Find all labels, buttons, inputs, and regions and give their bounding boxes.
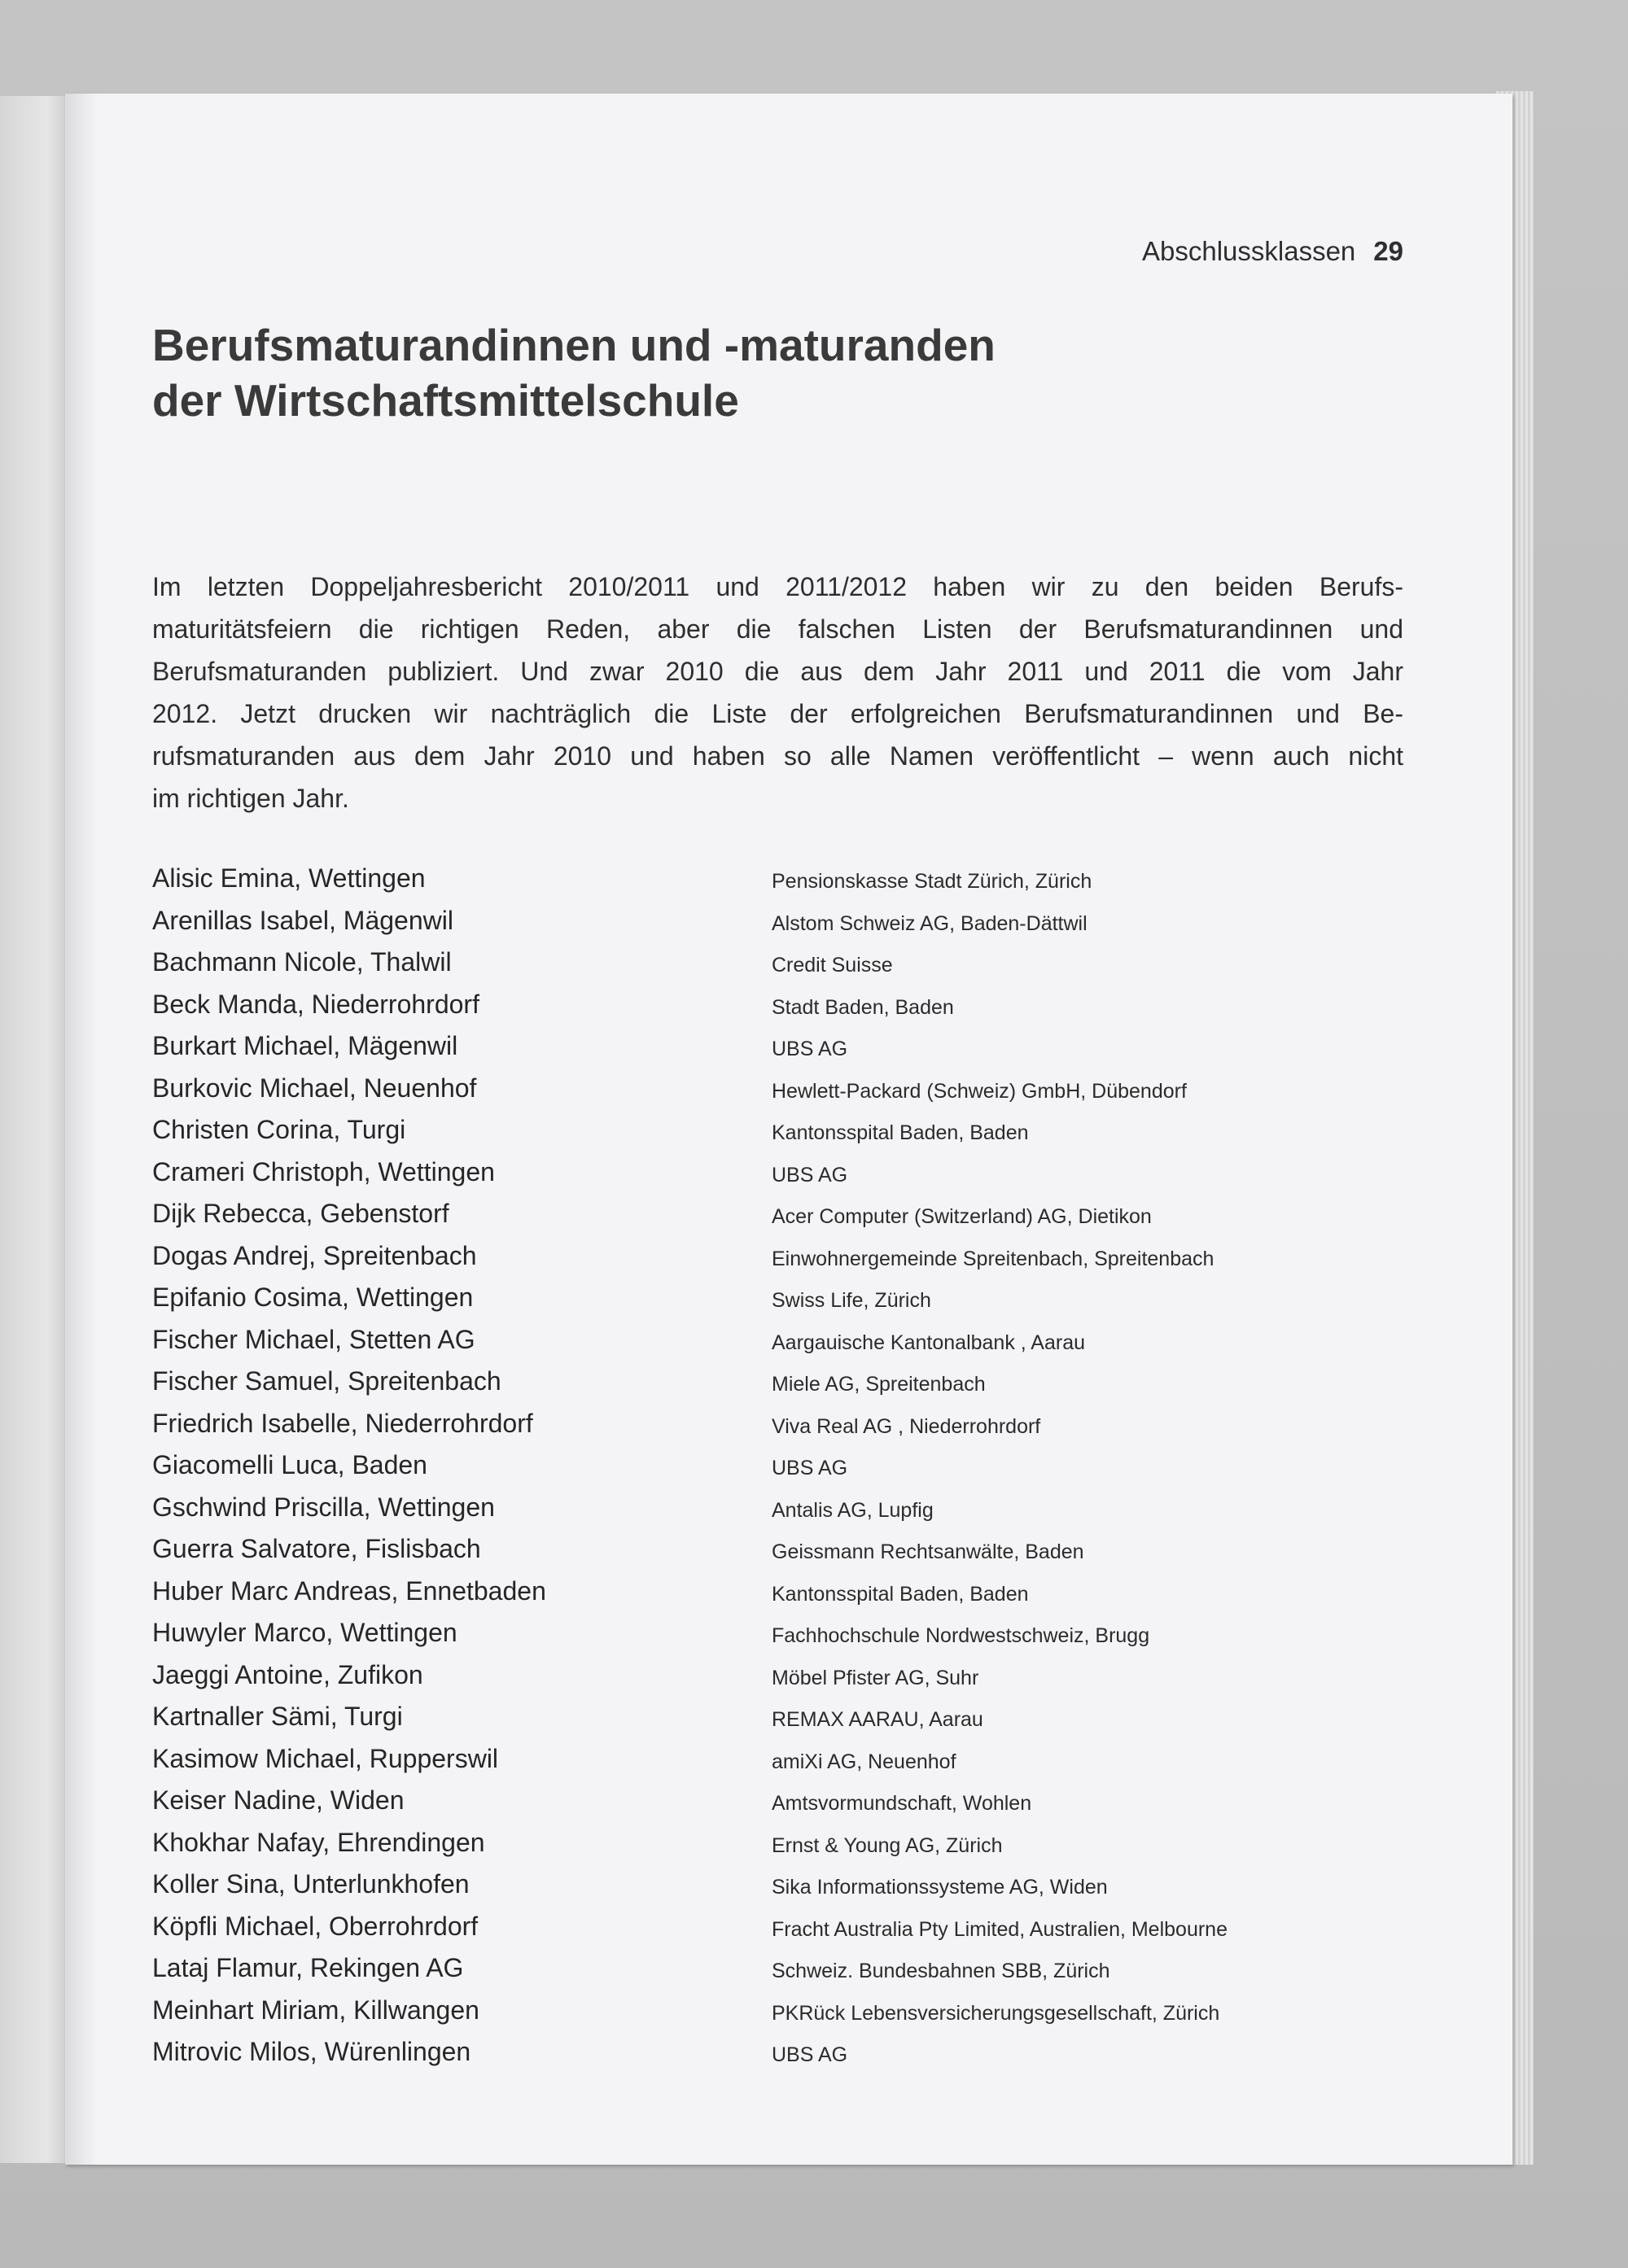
graduate-employer: Schweiz. Bundesbahnen SBB, Zürich	[772, 1960, 1110, 1982]
intro-line: Im letzten Doppeljahresbericht 2010/2011 und 2011/2012 haben wir zu den beiden Berufs-	[152, 572, 1403, 601]
graduate-name: Keiser Nadine, Widen	[152, 1785, 405, 1815]
intro-line: 2012. Jetzt drucken wir nachträglich die Liste der erfolgreichen Berufsmaturandinnen und Be-	[152, 699, 1403, 728]
gutter-shadow	[65, 94, 98, 2165]
section-label: Abschlussklassen	[1141, 236, 1356, 266]
graduate-employer: Amtsvormundschaft, Wohlen	[772, 1792, 1032, 1815]
intro-line: im richtigen Jahr.	[152, 784, 349, 813]
graduate-employer: Fachhochschule Nordwestschweiz, Brugg	[772, 1624, 1150, 1647]
title-line-2: der Wirtschaftsmittelschule	[152, 375, 739, 426]
graduate-employer: Stadt Baden, Baden	[772, 995, 954, 1019]
graduate-name: Kartnaller Sämi, Turgi	[152, 1702, 403, 1731]
intro-line: maturitätsfeiern die richtigen Reden, aber die falschen Listen der Berufsmaturandinnen und	[152, 614, 1403, 644]
graduate-employer: Swiss Life, Zürich	[772, 1289, 931, 1312]
employer-list	[772, 861, 1407, 2077]
graduate-name: Koller Sina, Unterlunkhofen	[152, 1869, 470, 1899]
graduate-employer: Fracht Australia Pty Limited, Australien, Melbourne	[772, 1917, 1228, 1941]
graduate-name: Friedrich Isabelle, Niederrohrdorf	[152, 1408, 533, 1438]
graduate-name: Guerra Salvatore, Fislisbach	[152, 1534, 481, 1563]
graduate-employer: Ernst & Young AG, Zürich	[772, 1833, 1003, 1857]
graduate-name: Arenillas Isabel, Mägenwil	[152, 905, 453, 935]
graduate-name: Lataj Flamur, Rekingen AG	[152, 1953, 464, 1982]
graduate-employer: REMAX AARAU, Aarau	[772, 1708, 983, 1731]
graduate-employer: PKRück Lebensversicherungsgesellschaft, Zürich	[772, 2001, 1220, 2025]
graduate-name: Gschwind Priscilla, Wettingen	[152, 1492, 495, 1522]
graduate-employer: Sika Informationssysteme AG, Widen	[772, 1876, 1108, 1899]
graduate-employer: Pensionskasse Stadt Zürich, Zürich	[772, 870, 1092, 893]
graduate-name: Dogas Andrej, Spreitenbach	[152, 1240, 477, 1270]
intro-line: rufsmaturanden aus dem Jahr 2010 und haben so alle Namen veröffentlicht – wenn auch nicht	[152, 741, 1403, 771]
graduate-employer: Credit Suisse	[772, 954, 893, 977]
graduate-names-list	[152, 858, 803, 2074]
graduate-employer: Kantonsspital Baden, Baden	[772, 1121, 1029, 1144]
graduate-name: Crameri Christoph, Wettingen	[152, 1156, 495, 1186]
graduate-employer: Möbel Pfister AG, Suhr	[772, 1666, 979, 1689]
graduate-employer: Hewlett-Packard (Schweiz) GmbH, Dübendorf	[772, 1079, 1187, 1103]
graduate-name: Bachmann Nicole, Thalwil	[152, 947, 452, 977]
graduate-employer: UBS AG	[772, 1038, 848, 1060]
graduate-employer: Acer Computer (Switzerland) AG, Dietikon	[772, 1205, 1152, 1228]
graduate-name: Kasimow Michael, Rupperswil	[152, 1743, 499, 1773]
graduate-name: Meinhart Miriam, Killwangen	[152, 1995, 479, 2025]
graduate-employer: Miele AG, Spreitenbach	[772, 1373, 986, 1396]
graduate-employer: Alstom Schweiz AG, Baden-Dättwil	[772, 911, 1088, 935]
graduate-name: Dijk Rebecca, Gebenstorf	[152, 1199, 449, 1228]
graduate-employer: Viva Real AG , Niederrohrdorf	[772, 1414, 1041, 1438]
left-page-edge	[0, 96, 67, 2163]
graduate-employer: UBS AG	[772, 2043, 848, 2066]
page-number: 29	[1373, 236, 1403, 266]
graduate-employer: Antalis AG, Lupfig	[772, 1498, 934, 1522]
graduate-name: Epifanio Cosima, Wettingen	[152, 1283, 474, 1312]
graduate-name: Burkovic Michael, Neuenhof	[152, 1073, 477, 1103]
graduate-name: Mitrovic Milos, Würenlingen	[152, 2037, 471, 2066]
running-head	[977, 236, 1403, 267]
graduate-employer: UBS AG	[772, 1457, 848, 1479]
page-title	[152, 317, 1292, 428]
graduate-name: Huber Marc Andreas, Ennetbaden	[152, 1575, 546, 1606]
graduate-name: Khokhar Nafay, Ehrendingen	[152, 1827, 485, 1857]
graduate-name: Köpfli Michael, Oberrohrdorf	[152, 1911, 479, 1941]
graduate-employer: amiXi AG, Neuenhof	[772, 1750, 956, 1773]
graduate-name: Giacomelli Luca, Baden	[152, 1450, 427, 1479]
graduate-name: Christen Corina, Turgi	[152, 1115, 406, 1144]
graduate-employer: Kantonsspital Baden, Baden	[772, 1582, 1029, 1606]
intro-line: Berufsmaturanden publiziert. Und zwar 2010 die aus dem Jahr 2011 und 2011 die vom Jahr	[152, 657, 1403, 686]
graduate-employer: Einwohnergemeinde Spreitenbach, Spreitenbach	[772, 1247, 1214, 1270]
graduate-name: Alisic Emina, Wettingen	[152, 863, 426, 893]
intro-paragraph	[152, 566, 1403, 819]
graduate-employer: Aargauische Kantonalbank , Aarau	[772, 1331, 1085, 1354]
graduate-name: Huwyler Marco, Wettingen	[152, 1618, 457, 1647]
graduate-name: Burkart Michael, Mägenwil	[152, 1031, 458, 1060]
title-line-1: Berufsmaturandinnen und -maturanden	[152, 320, 996, 370]
graduate-name: Fischer Michael, Stetten AG	[152, 1324, 475, 1354]
graduate-employer: Geissmann Rechtsanwälte, Baden	[772, 1540, 1084, 1563]
graduate-employer: UBS AG	[772, 1163, 848, 1186]
graduate-name: Fischer Samuel, Spreitenbach	[152, 1366, 501, 1396]
graduate-name: Beck Manda, Niederrohrdorf	[152, 989, 479, 1019]
graduate-name: Jaeggi Antoine, Zufikon	[152, 1659, 423, 1689]
